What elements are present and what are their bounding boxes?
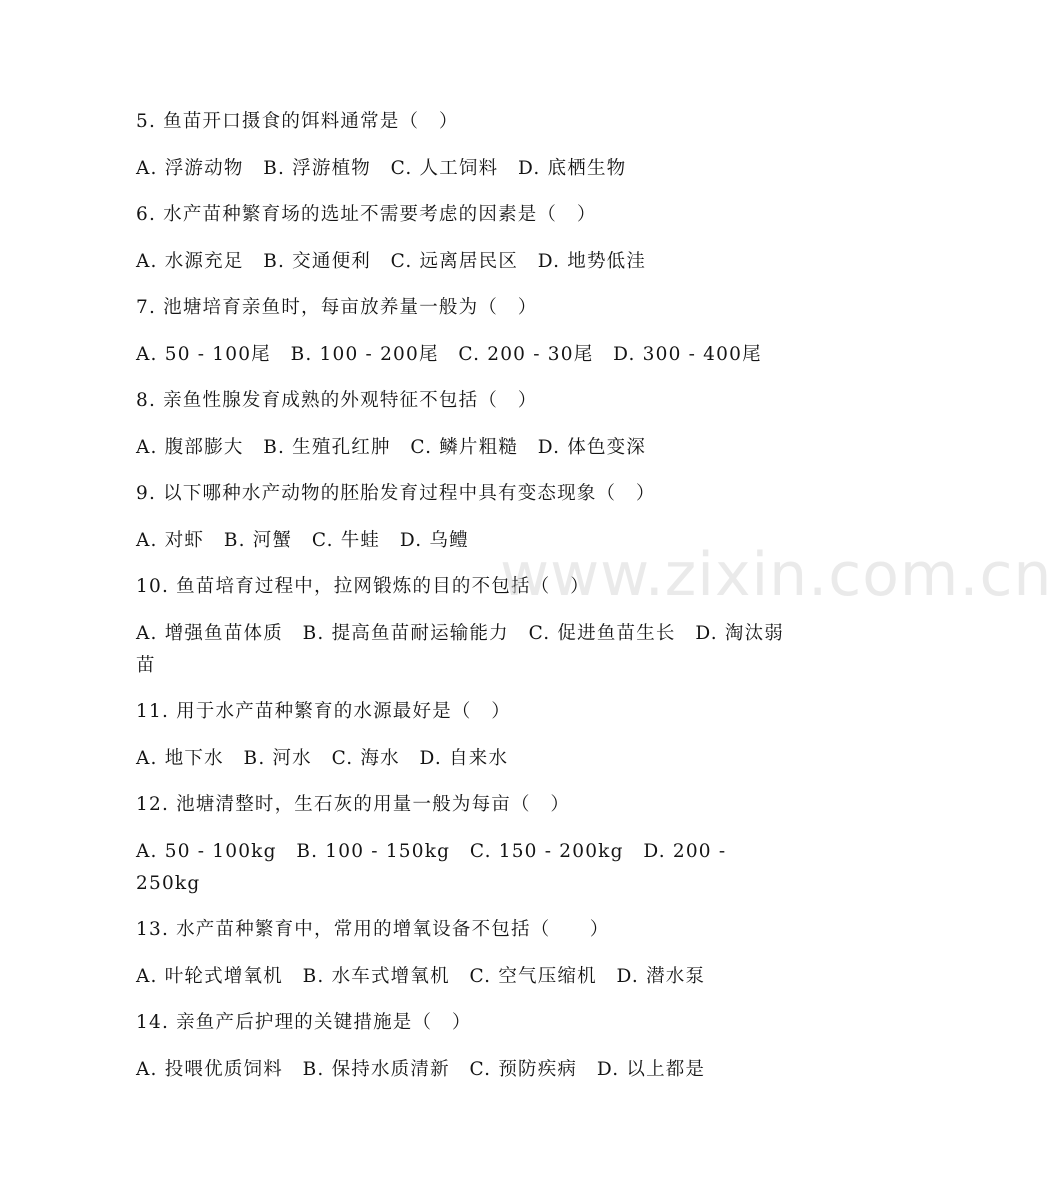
question-7-options: A. 50 - 100尾 B. 100 - 200尾 C. 200 - 30尾 D. 300 - 400尾 <box>136 343 762 365</box>
question-8-options: A. 腹部膨大 B. 生殖孔红肿 C. 鳞片粗糙 D. 体色变深 <box>136 436 647 458</box>
question-11: 11. 用于水产苗种繁育的水源最好是（ ） <box>136 701 512 722</box>
question-11-options: A. 地下水 B. 河水 C. 海水 D. 自来水 <box>136 747 509 769</box>
question-5: 5. 鱼苗开口摄食的饵料通常是（ ） <box>136 111 459 132</box>
question-5-options: A. 浮游动物 B. 浮游植物 C. 人工饲料 D. 底栖生物 <box>136 157 627 179</box>
question-10-options: A. 增强鱼苗体质 B. 提高鱼苗耐运输能力 C. 促进鱼苗生长 D. 淘汰弱苗 <box>136 622 784 676</box>
watermark: www.zixin.com.cn <box>500 540 1052 610</box>
question-14: 14. 亲鱼产后护理的关键措施是（ ） <box>136 1012 472 1033</box>
question-10: 10. 鱼苗培育过程中，拉网锻炼的目的不包括（ ） <box>136 576 590 597</box>
question-13: 13. 水产苗种繁育中，常用的增氧设备不包括（ ） <box>136 919 610 940</box>
question-6: 6. 水产苗种繁育场的选址不需要考虑的因素是（ ） <box>136 204 597 225</box>
question-8: 8. 亲鱼性腺发育成熟的外观特征不包括（ ） <box>136 390 538 411</box>
question-6-options: A. 水源充足 B. 交通便利 C. 远离居民区 D. 地势低洼 <box>136 250 647 272</box>
question-9-options: A. 对虾 B. 河蟹 C. 牛蛙 D. 乌鳢 <box>136 529 469 551</box>
question-14-options: A. 投喂优质饲料 B. 保持水质清新 C. 预防疾病 D. 以上都是 <box>136 1058 706 1080</box>
question-list <box>136 106 786 1100</box>
question-12: 12. 池塘清整时，生石灰的用量一般为每亩（ ） <box>136 794 571 815</box>
question-7: 7. 池塘培育亲鱼时，每亩放养量一般为（ ） <box>136 297 538 318</box>
question-12-options: A. 50 - 100kg B. 100 - 150kg C. 150 - 200kg D. 200 - 250kg <box>136 840 727 894</box>
question-13-options: A. 叶轮式增氧机 B. 水车式增氧机 C. 空气压缩机 D. 潜水泵 <box>136 965 706 987</box>
question-9: 9. 以下哪种水产动物的胚胎发育过程中具有变态现象（ ） <box>136 483 656 504</box>
